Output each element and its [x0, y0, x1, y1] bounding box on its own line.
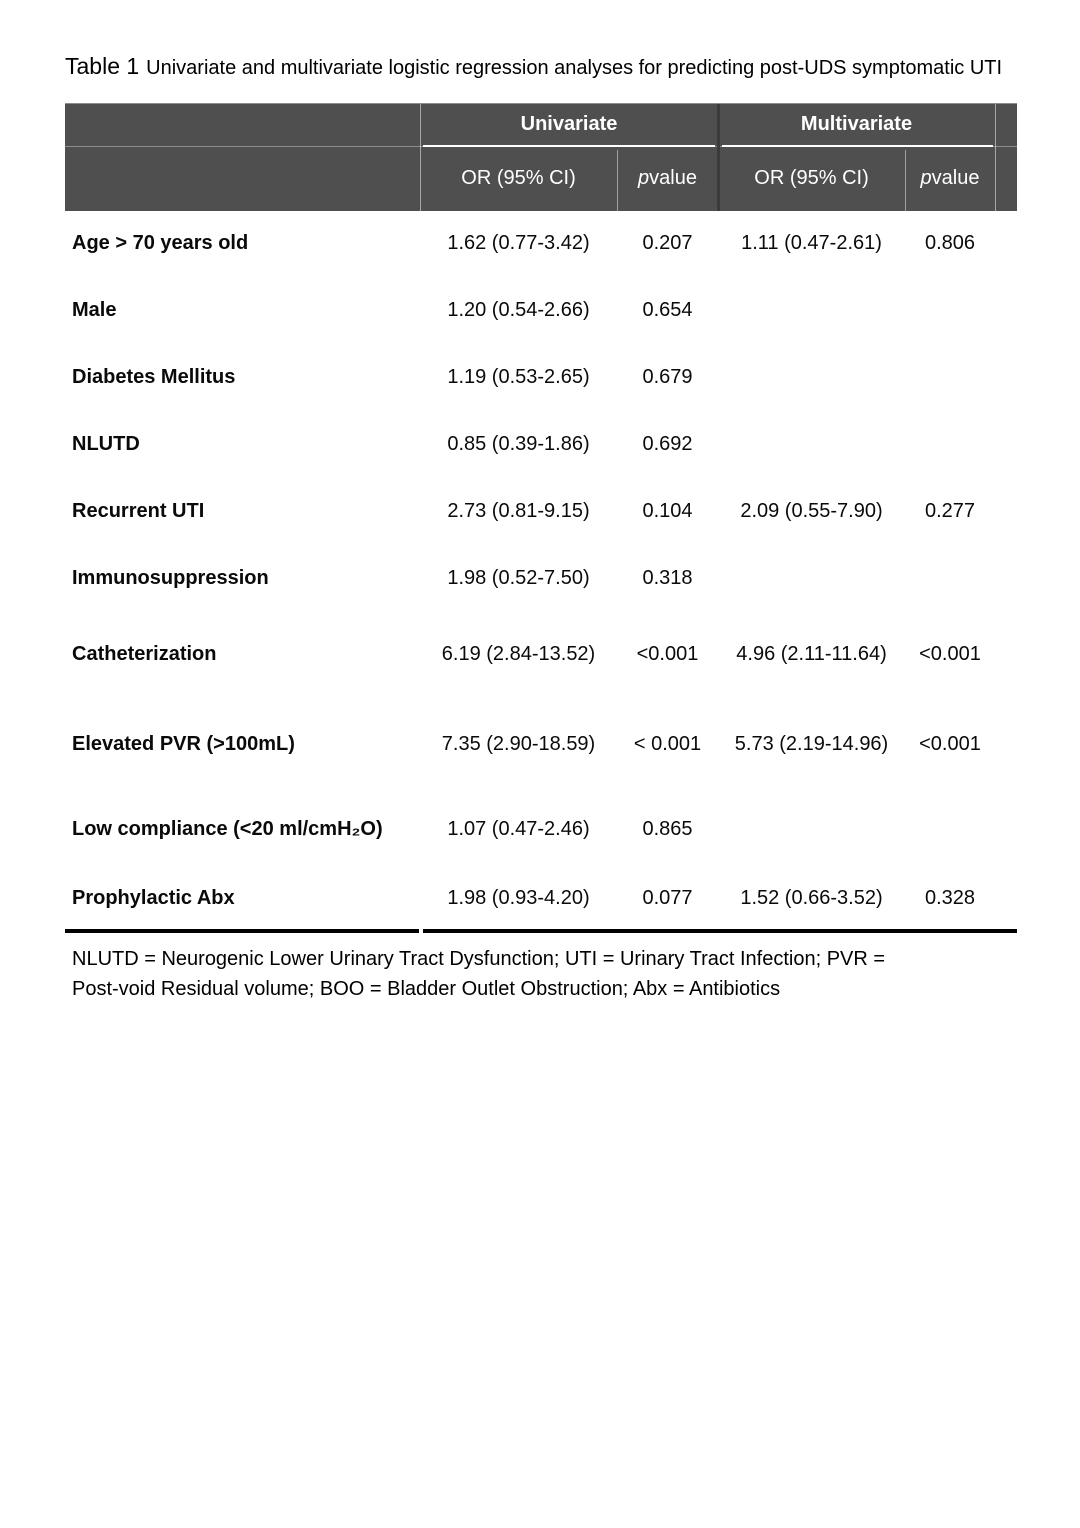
table-bottom-rule — [423, 929, 1017, 933]
table-number: Table 1 — [65, 53, 140, 79]
uni-or-value: 0.85 (0.39-1.86) — [447, 433, 590, 455]
table-row — [65, 791, 1017, 867]
table-title — [65, 53, 1002, 80]
table-caption: Univariate and multivariate logistic regression analyses for predicting post-UDS symptomatic UTI — [146, 57, 1003, 79]
multi-p-value: 0.806 — [924, 232, 976, 254]
row-label: Immunosuppression — [72, 567, 269, 589]
multi-or-value: 1.11 (0.47-2.61) — [741, 232, 882, 254]
header-multi-or: OR (95% CI) — [754, 167, 869, 189]
uni-or-value: 1.19 (0.53-2.65) — [447, 366, 590, 388]
multi-or-value: 4.96 (2.11-11.64) — [736, 643, 887, 665]
uni-p-value: 0.318 — [642, 567, 693, 589]
row-label: Catheterization — [72, 643, 217, 665]
uni-or-value: 2.73 (0.81-9.15) — [447, 500, 590, 522]
multi-or-value: 1.52 (0.66-3.52) — [740, 886, 883, 909]
uni-p-value: 0.104 — [642, 500, 693, 522]
row-label: Prophylactic Abx — [72, 886, 235, 909]
table-row — [65, 411, 1017, 478]
table-row — [65, 612, 1017, 697]
header-uni-or: OR (95% CI) — [461, 167, 576, 189]
header-separator-right — [995, 104, 996, 211]
table-row — [65, 478, 1017, 545]
uni-or-value: 1.07 (0.47-2.46) — [447, 817, 590, 840]
uni-p-value: 0.679 — [642, 366, 693, 388]
multi-p-value: <0.001 — [919, 643, 981, 665]
table-row — [65, 545, 1017, 612]
footnote-line: Post-void Residual volume; BOO = Bladder Outlet Obstruction; Abx = Antibiotics — [72, 978, 781, 1000]
uni-p-value: 0.207 — [642, 232, 693, 254]
uni-p-value: < 0.001 — [633, 732, 702, 755]
table-row — [65, 697, 1017, 791]
header-group-univariate: Univariate — [520, 113, 618, 135]
multi-p-value: 0.277 — [924, 500, 976, 522]
row-label: Low compliance (<20 ml/cmH₂O) — [72, 817, 383, 840]
table-row — [65, 210, 1017, 277]
uni-or-value: 1.62 (0.77-3.42) — [447, 232, 590, 254]
p-italic: p — [638, 167, 650, 189]
p-italic: p — [920, 167, 932, 189]
header-group-multivariate: Multivariate — [800, 113, 913, 135]
row-label: Age > 70 years old — [72, 232, 249, 254]
row-label: NLUTD — [72, 433, 140, 455]
table-footnote — [72, 944, 885, 1004]
uni-p-value: 0.077 — [642, 886, 693, 909]
table-body — [65, 210, 1017, 929]
footnote-line: NLUTD = Neurogenic Lower Urinary Tract Dysfunction; UTI = Urinary Tract Infection; PVR = — [72, 948, 886, 970]
p-rest: value — [649, 167, 697, 189]
header-multi-p — [905, 146, 995, 211]
uni-or-value: 6.19 (2.84-13.52) — [441, 643, 596, 665]
uni-p-value: 0.865 — [642, 817, 693, 840]
table-row — [65, 867, 1017, 929]
uni-or-value: 7.35 (2.90-18.59) — [441, 732, 596, 755]
table-bottom-rule — [65, 929, 419, 933]
row-label: Diabetes Mellitus — [72, 366, 236, 388]
multi-or-value: 5.73 (2.19-14.96) — [734, 732, 889, 755]
uni-p-value: 0.692 — [642, 433, 693, 455]
header-uni-p — [617, 146, 718, 211]
uni-or-value: 1.20 (0.54-2.66) — [447, 299, 590, 321]
uni-or-value: 1.98 (0.52-7.50) — [447, 567, 590, 589]
row-label: Elevated PVR (>100mL) — [72, 732, 295, 755]
table-row — [65, 277, 1017, 344]
uni-p-value: 0.654 — [642, 299, 693, 321]
uni-or-value: 1.98 (0.93-4.20) — [447, 886, 590, 909]
p-rest: value — [931, 167, 980, 189]
uni-p-value: <0.001 — [636, 643, 699, 665]
multi-p-value: <0.001 — [919, 732, 981, 755]
multi-p-value: 0.328 — [924, 886, 976, 909]
table-header — [65, 103, 1017, 211]
row-label: Recurrent UTI — [72, 500, 205, 522]
row-label: Male — [72, 299, 117, 321]
multi-or-value: 2.09 (0.55-7.90) — [740, 500, 883, 522]
table-row — [65, 344, 1017, 411]
